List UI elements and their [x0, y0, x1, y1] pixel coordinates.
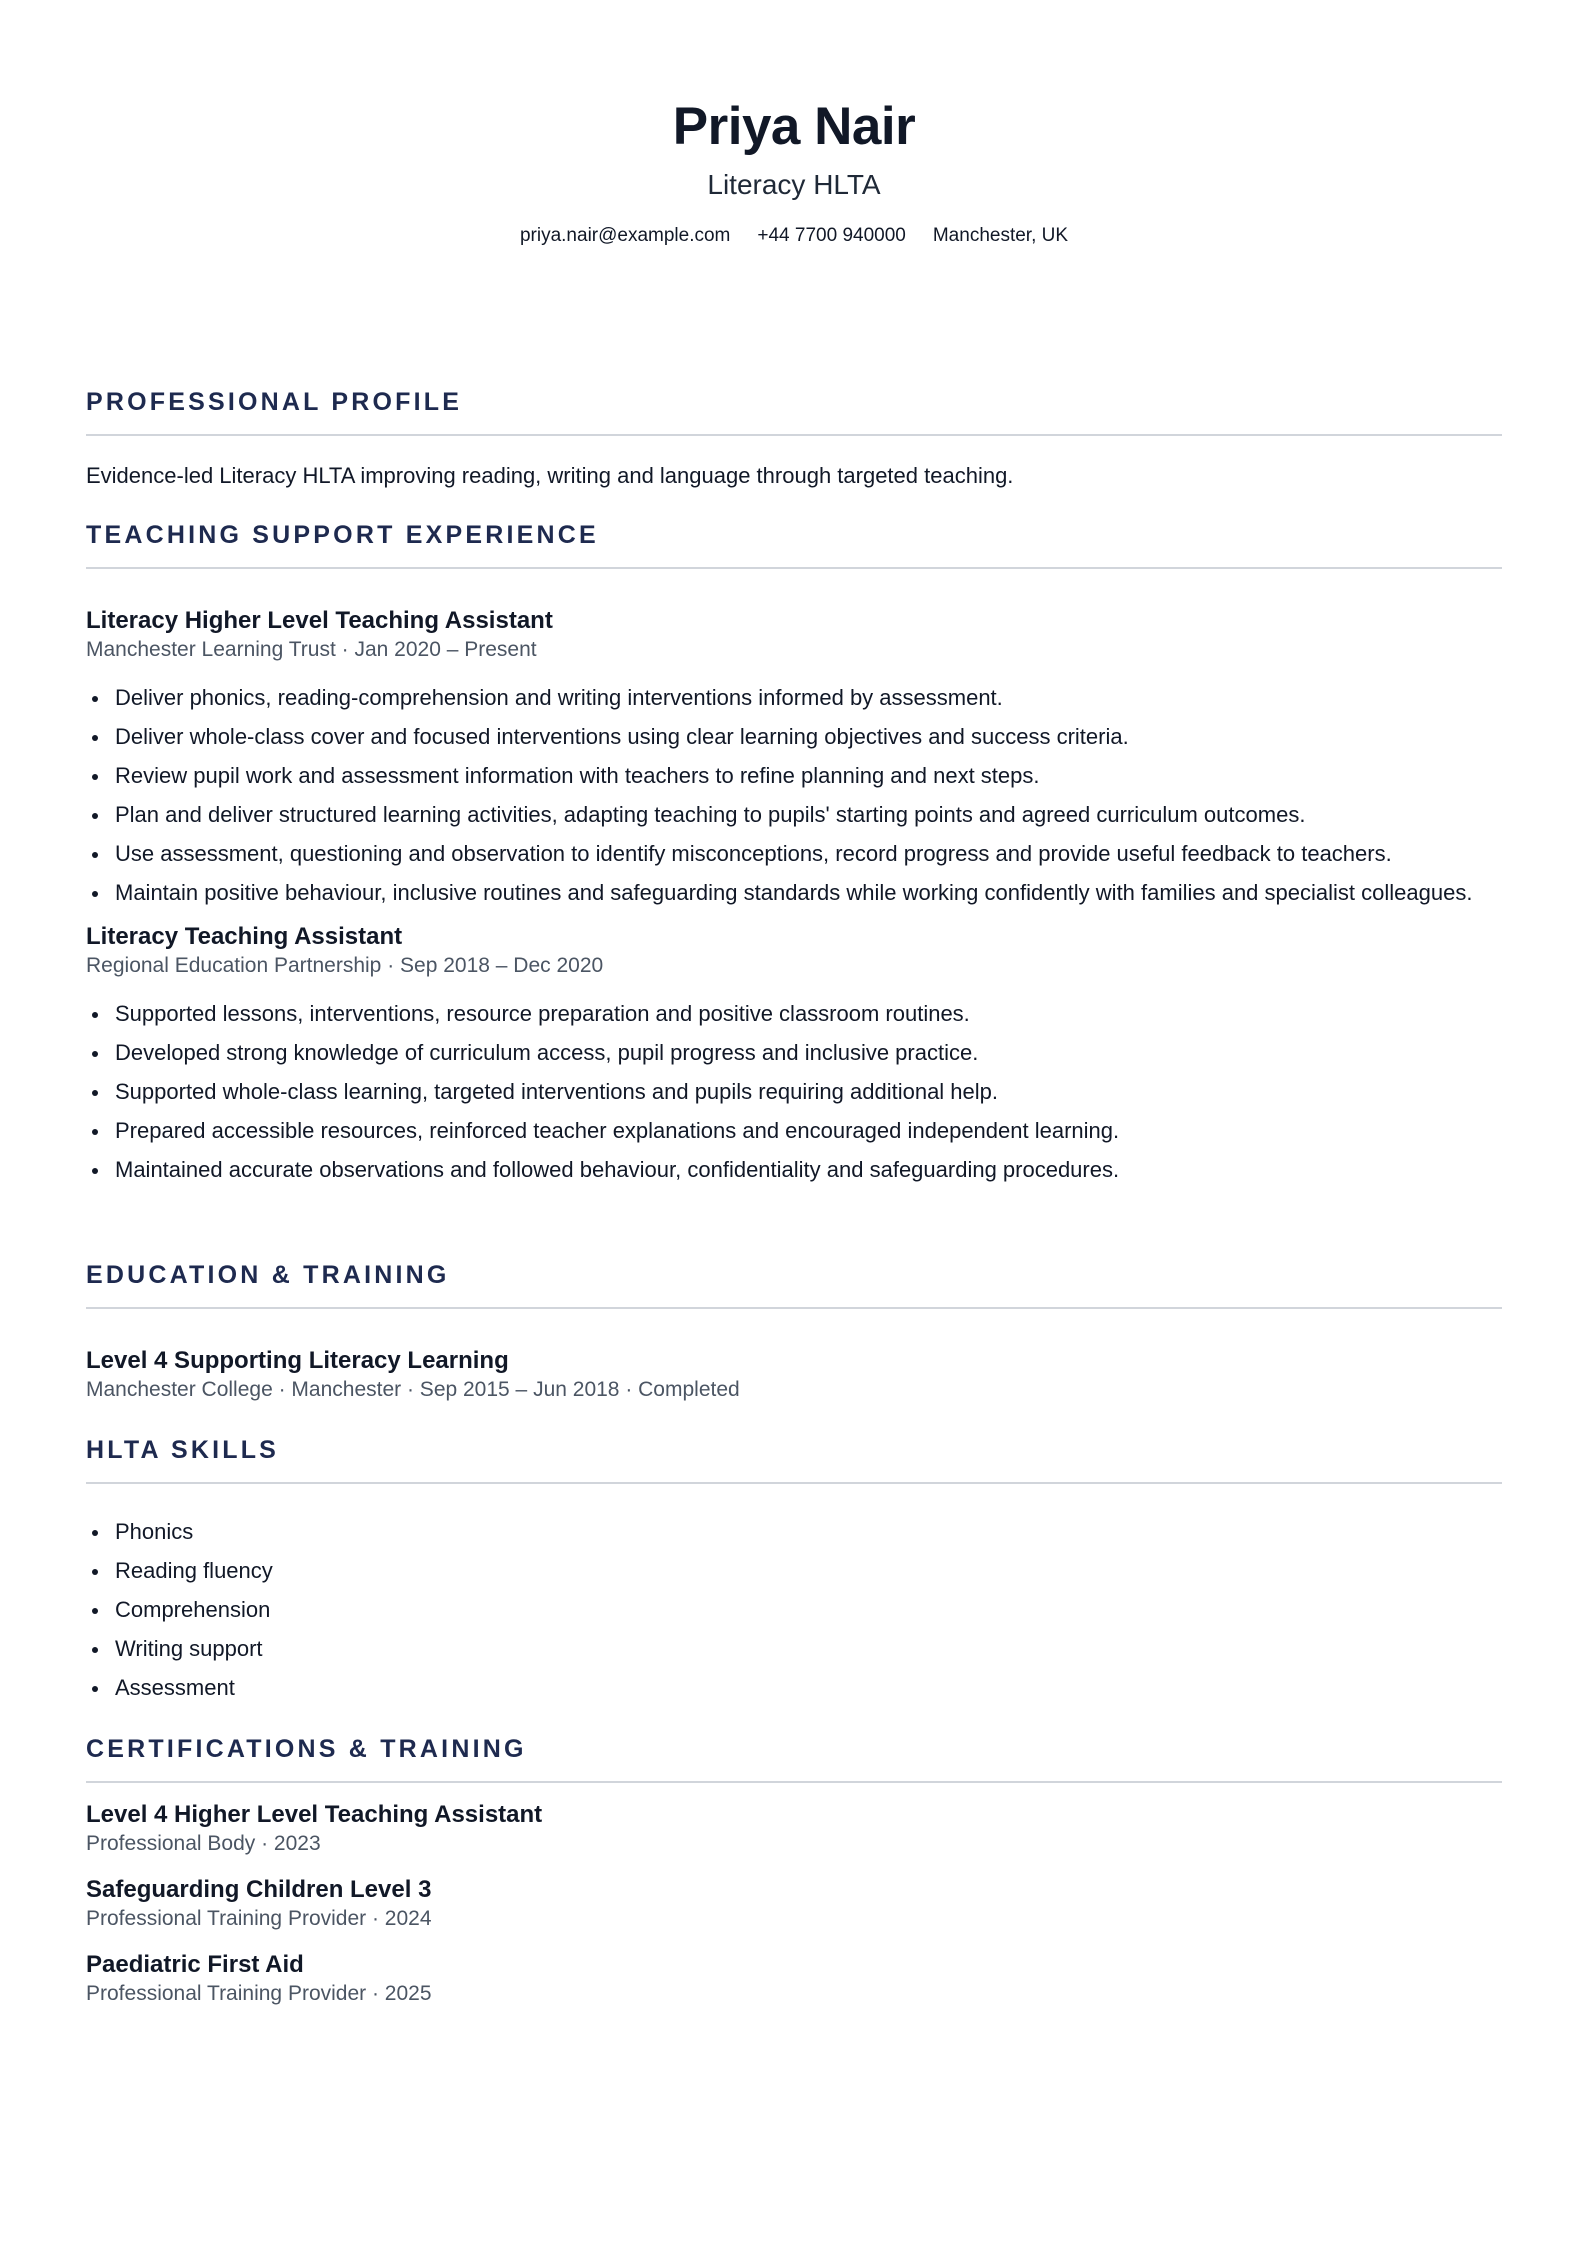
- list-item: Phonics: [86, 1517, 1502, 1547]
- contact-location: Manchester, UK: [932, 225, 1069, 246]
- list-item: Reading fluency: [86, 1556, 1502, 1586]
- certification-meta: Professional Training Provider · 2024: [86, 1907, 432, 1930]
- certification-entry: [86, 1875, 1502, 1933]
- certification-entry: [86, 1800, 1502, 1858]
- job-bullets: [86, 999, 1502, 1185]
- section-heading: PROFESSIONAL PROFILE: [86, 386, 1502, 436]
- list-item: Supported lessons, interventions, resource preparation and positive classroom routines.: [86, 999, 1502, 1029]
- list-item: Plan and deliver structured learning activities, adapting teaching to pupils' starting points and agreed curriculum outcomes.: [86, 800, 1502, 830]
- contact-email[interactable]: priya.nair@example.com: [519, 225, 731, 246]
- job-meta: Manchester Learning Trust · Jan 2020 – Present: [86, 638, 537, 661]
- certification-meta: Professional Training Provider · 2025: [86, 1982, 432, 2005]
- job-entry: [86, 922, 1502, 1185]
- contact-line: [86, 224, 1502, 248]
- education-section: [86, 1259, 1502, 1404]
- certification-title: Safeguarding Children Level 3: [86, 1876, 432, 1903]
- section-heading: TEACHING SUPPORT EXPERIENCE: [86, 519, 1502, 569]
- certification-entry: [86, 1950, 1502, 2008]
- list-item: Developed strong knowledge of curriculum access, pupil progress and inclusive practice.: [86, 1038, 1502, 1068]
- list-item: Comprehension: [86, 1595, 1502, 1625]
- section-heading: HLTA SKILLS: [86, 1434, 1502, 1484]
- experience-section: [86, 519, 1502, 1194]
- candidate-name: Priya Nair: [672, 97, 916, 156]
- job-entry: [86, 606, 1502, 908]
- list-item: Review pupil work and assessment information with teachers to refine planning and next steps.: [86, 761, 1502, 791]
- education-entry: [86, 1346, 1502, 1404]
- list-item: Prepared accessible resources, reinforced teacher explanations and encouraged independent learning.: [86, 1116, 1502, 1146]
- job-title: Literacy Higher Level Teaching Assistant: [86, 607, 553, 634]
- skills-section: [86, 1434, 1502, 1712]
- skills-list: [86, 1517, 1502, 1703]
- resume-header: [86, 0, 1502, 248]
- certification-title: Paediatric First Aid: [86, 1951, 304, 1978]
- certification-meta: Professional Body · 2023: [86, 1832, 321, 1855]
- section-heading: CERTIFICATIONS & TRAINING: [86, 1733, 1502, 1783]
- job-meta: Regional Education Partnership · Sep 2018 – Dec 2020: [86, 954, 604, 977]
- section-heading: EDUCATION & TRAINING: [86, 1259, 1502, 1309]
- certification-title: Level 4 Higher Level Teaching Assistant: [86, 1801, 543, 1828]
- list-item: Assessment: [86, 1673, 1502, 1703]
- list-item: Maintain positive behaviour, inclusive routines and safeguarding standards while working confidently with families and specialist colleagues.: [86, 878, 1502, 908]
- list-item: Deliver whole-class cover and focused interventions using clear learning objectives and success criteria.: [86, 722, 1502, 752]
- list-item: Writing support: [86, 1634, 1502, 1664]
- list-item: Maintained accurate observations and followed behaviour, confidentiality and safeguarding procedures.: [86, 1155, 1502, 1185]
- profile-summary: Evidence-led Literacy HLTA improving reading, writing and language through targeted teaching.: [86, 463, 1014, 488]
- list-item: Supported whole-class learning, targeted interventions and pupils requiring additional help.: [86, 1077, 1502, 1107]
- profile-section: [86, 386, 1502, 491]
- education-meta: Manchester College · Manchester · Sep 2015 – Jun 2018 · Completed: [86, 1378, 740, 1401]
- contact-phone[interactable]: +44 7700 940000: [757, 225, 906, 246]
- education-title: Level 4 Supporting Literacy Learning: [86, 1347, 509, 1374]
- job-title: Literacy Teaching Assistant: [86, 923, 403, 950]
- candidate-title: Literacy HLTA: [707, 169, 881, 200]
- list-item: Use assessment, questioning and observation to identify misconceptions, record progress and provide useful feedback to teachers.: [86, 839, 1502, 869]
- certifications-section: [86, 1733, 1502, 2008]
- job-bullets: [86, 683, 1502, 908]
- list-item: Deliver phonics, reading-comprehension and writing interventions informed by assessment.: [86, 683, 1502, 713]
